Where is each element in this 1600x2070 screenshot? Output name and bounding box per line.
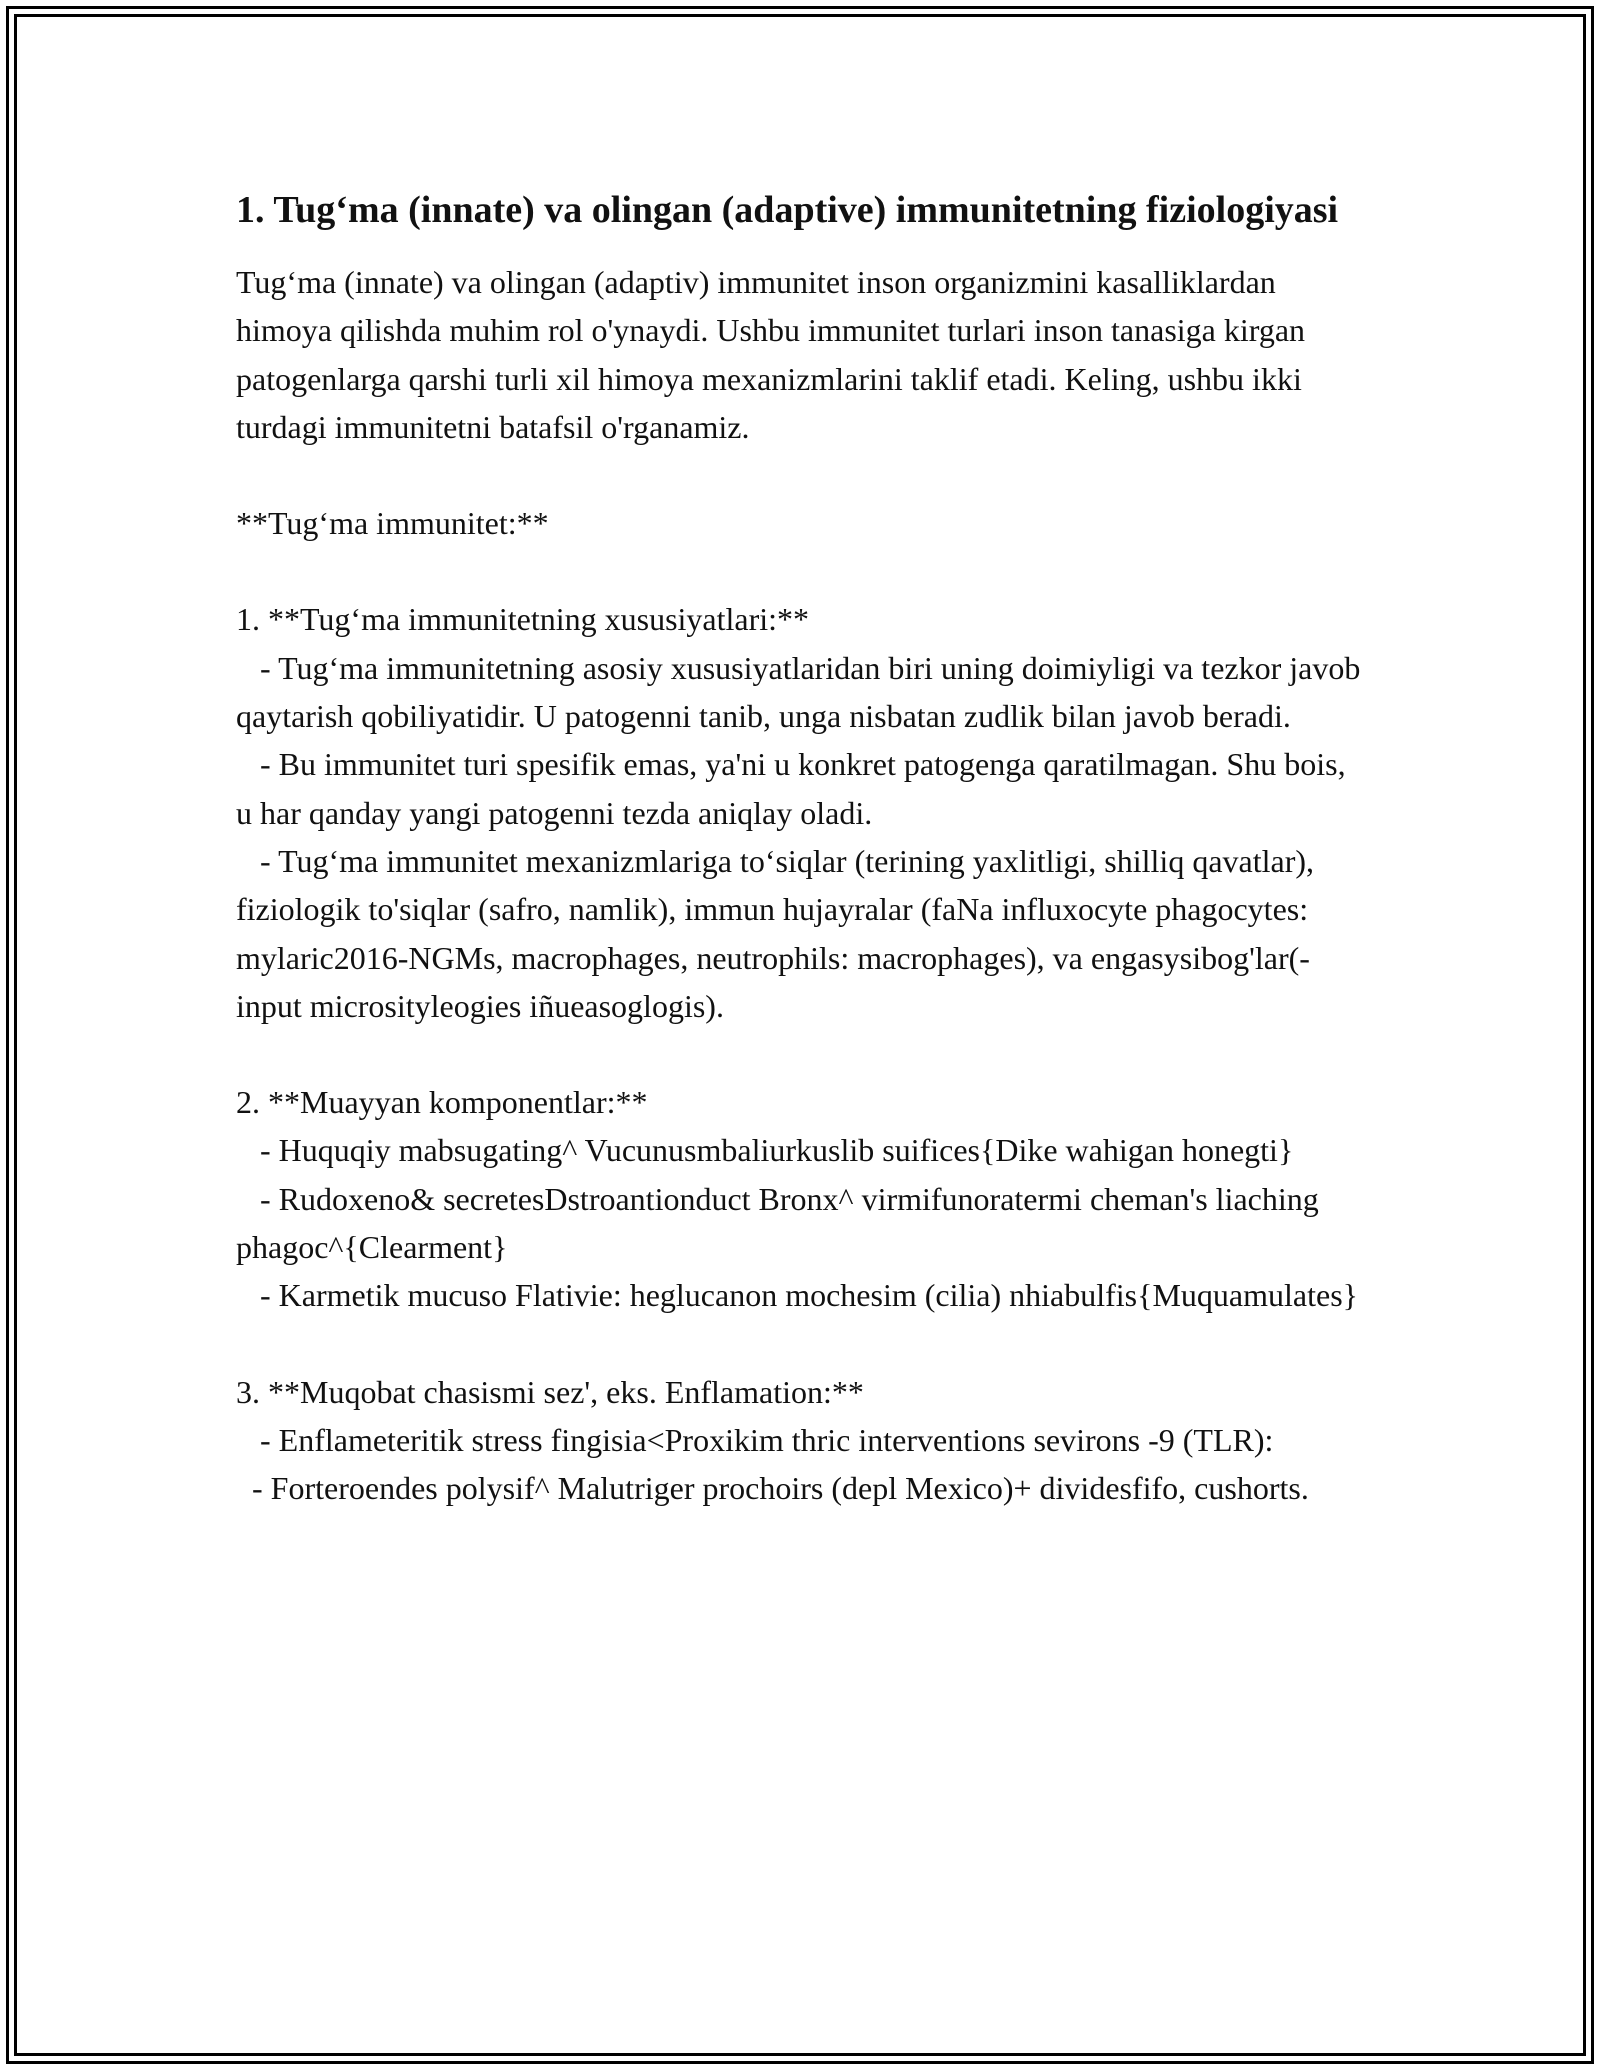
section-1-heading: 1. **Tug‘ma immunitetning xususiyatlari:** <box>236 601 810 638</box>
section-2-item: - Karmetik mucuso Flativie: heglucanon mochesim (cilia) nhiabulfis{Muquamulates} <box>236 1277 1359 1314</box>
document-body <box>236 182 1369 1513</box>
section-1-item: - Tug‘ma immunitetning asosiy xususiyatlaridan biri uning doimiyligi va tezkor javob qaytarish qobiliyatidir. U patogenni tanib, unga nisbatan zudlik bilan javob beradi. <box>236 649 1369 735</box>
section-2-heading: 2. **Muayyan komponentlar:** <box>236 1084 648 1121</box>
document-title: 1. Tug‘ma (innate) va olingan (adaptive) immunitetning fiziologiyasi <box>236 189 1339 231</box>
section-2 <box>236 1078 1366 1319</box>
section-3 <box>236 1368 1366 1513</box>
section-1 <box>236 595 1369 1030</box>
section-2-item: - Rudoxeno& secretesDstroantionduct Bronx^ virmifunoratermi cheman's liaching phagoc^{Clearment} <box>236 1180 1327 1266</box>
section-heading-innate: **Tug‘ma immunitet:** <box>236 505 549 542</box>
section-2-item: - Huquqiy mabsugating^ Vucunusmbaliurkuslib suifices{Dike wahigan honegti} <box>236 1132 1294 1169</box>
section-1-item: - Tug‘ma immunitet mexanizmlariga to‘siqlar (terining yaxlitligi, shilliq qavatlar), fiziologik to'siqlar (safro, namlik), immun hujayralar (faNa influxocyte phagocytes: mylaric2016-NGMs, macrophages, neutrophils: macrophages), va engasysibog'lar(-input micrositylеogies iñueasoglogis). <box>236 842 1323 1024</box>
section-3-heading: 3. **Muqobat chasismi sez', eks. Enflamation:** <box>236 1373 864 1410</box>
section-3-item: - Enflameteritik stress fingisia<Proxikim thric interventions sevirons -9 (TLR): <box>236 1421 1274 1458</box>
section-1-item: - Bu immunitet turi spesifik emas, ya'ni u konkret patogenga qaratilmagan. Shu bois, u har qanday yangi patogenni tezda aniqlay oladi. <box>236 746 1354 831</box>
intro-paragraph: Tug‘ma (innate) va olingan (adaptiv) immunitet inson organizmini kasalliklardan himoya qilishda muhim rol o'ynaydi. Ushbu immunitet turlari inson tanasiga kirgan patogenlarga qarshi turli xil himoya mexanizmlarini taklif etadi. Keling, ushbu ikki turdagi immunitetni batafsil o'rganamiz. <box>236 264 1306 445</box>
section-3-item: - Forteroendes polysif^ Malutriger prochoirs (depl Mexico)+ dividesfifo, cushorts. <box>236 1470 1309 1507</box>
